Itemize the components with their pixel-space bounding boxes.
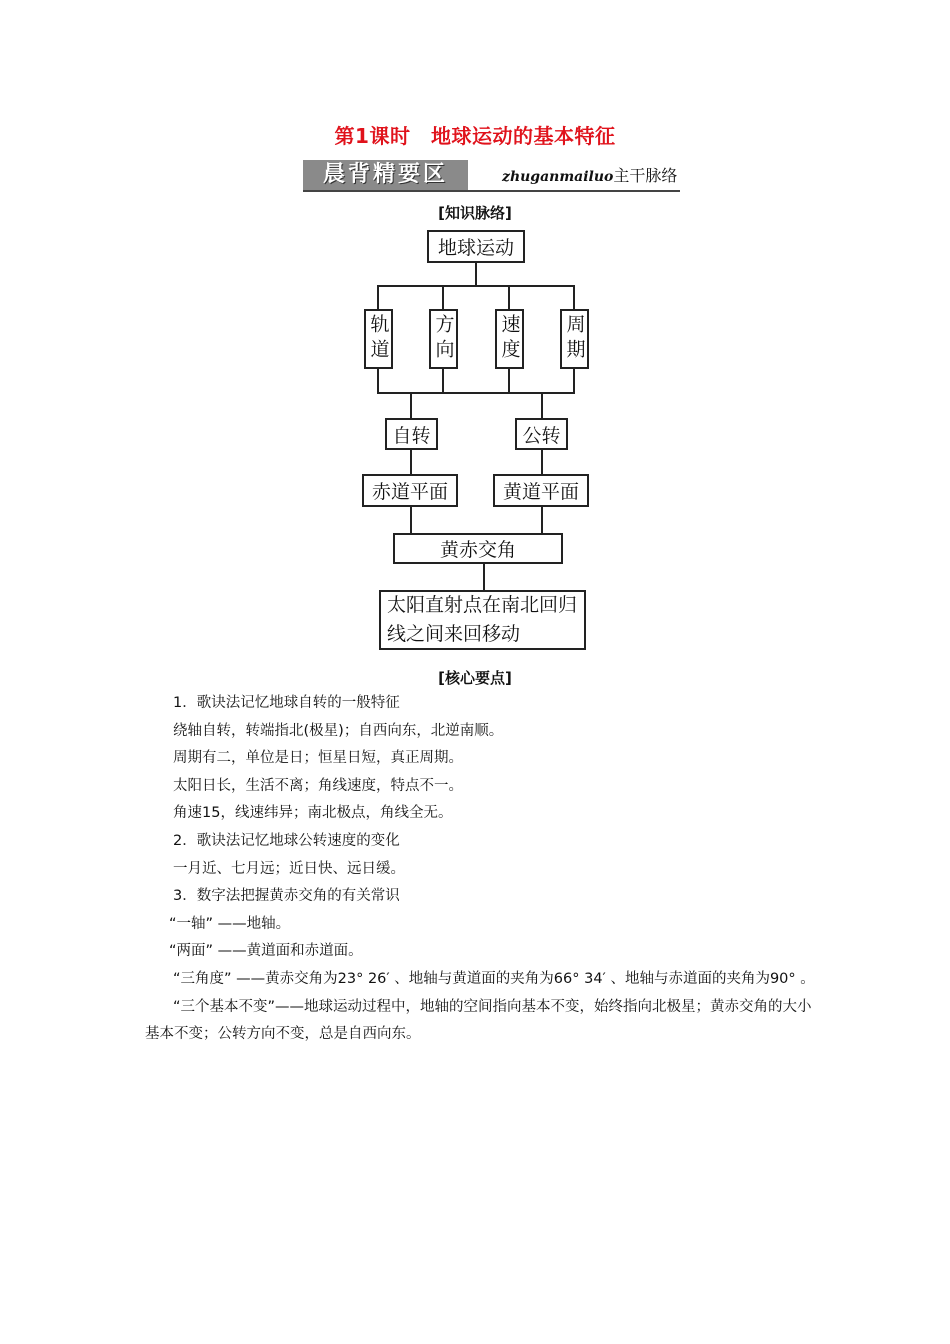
connector	[377, 392, 575, 394]
node-subsolar-migration: 太阳直射点在南北回归线之间来回移动	[379, 590, 586, 650]
connector	[442, 368, 444, 393]
point-line: “一轴” ——地轴。	[169, 915, 291, 932]
banner-pinyin: zhuganmailuo	[502, 169, 614, 185]
lesson-title: 第1课时 地球运动的基本特征	[334, 124, 616, 148]
node-feature-speed: 速度	[495, 309, 524, 369]
connector	[508, 368, 510, 393]
point-heading-rotation: 1．歌诀法记忆地球自转的一般特征	[173, 695, 400, 711]
point-line: 绕轴自转，转端指北(极星)；自西向东，北逆南顺。	[173, 722, 504, 739]
banner-underline	[303, 190, 680, 192]
node-ecliptic-plane: 黄道平面	[493, 474, 589, 507]
node-revolution: 公转	[515, 418, 568, 450]
connector	[475, 262, 477, 286]
point-line: 周期有二，单位是日；恒星日短，真正周期。	[173, 750, 463, 767]
point-line: 一月近、七月远；近日快、远日缓。	[173, 860, 405, 877]
core-points-heading: [核心要点]	[438, 669, 512, 687]
node-root: 地球运动	[427, 230, 525, 263]
core-points-body	[145, 690, 815, 1049]
point-line: “三个基本不变”——地球运动过程中，地轴的空间指向基本不变，始终指向北极星；黄赤交角的大小基本不变；公转方向不变，总是自西向东。	[145, 998, 812, 1043]
section-banner-subtitle	[502, 164, 677, 189]
node-rotation: 自转	[385, 418, 438, 450]
point-line: 太阳日长，生活不离；角线速度，特点不一。	[173, 777, 463, 794]
point-heading-obliquity: 3．数字法把握黄赤交角的有关常识	[173, 888, 400, 905]
connector	[573, 285, 575, 310]
banner-label: 主干脉络	[613, 166, 678, 185]
connector	[483, 563, 485, 591]
connector	[573, 368, 575, 393]
connector	[377, 368, 379, 393]
section-banner: 晨背精要区	[303, 160, 468, 190]
connector	[541, 392, 543, 419]
connector	[541, 506, 543, 534]
knowledge-map-heading: [知识脉络]	[438, 204, 512, 222]
node-feature-orbit: 轨道	[364, 309, 393, 369]
connector	[410, 449, 412, 475]
node-equatorial-plane: 赤道平面	[362, 474, 458, 507]
node-feature-direction: 方向	[429, 309, 458, 369]
connector	[377, 285, 575, 287]
point-line: “两面” ——黄道面和赤道面。	[169, 943, 363, 960]
point-line: 角速15，线速纬异；南北极点，角线全无。	[173, 805, 453, 822]
connector	[410, 506, 412, 534]
point-heading-revolution: 2．歌诀法记忆地球公转速度的变化	[173, 832, 400, 849]
node-feature-period: 周期	[560, 309, 589, 369]
point-line: “三角度” ——黄赤交角为23° 26′ 、地轴与黄道面的夹角为66° 34′ 、地轴与赤道面的夹角为90° 。	[173, 970, 815, 987]
connector	[410, 392, 412, 419]
connector	[508, 285, 510, 310]
connector	[377, 285, 379, 310]
connector	[541, 449, 543, 475]
node-obliquity: 黄赤交角	[393, 533, 563, 564]
connector	[442, 285, 444, 310]
